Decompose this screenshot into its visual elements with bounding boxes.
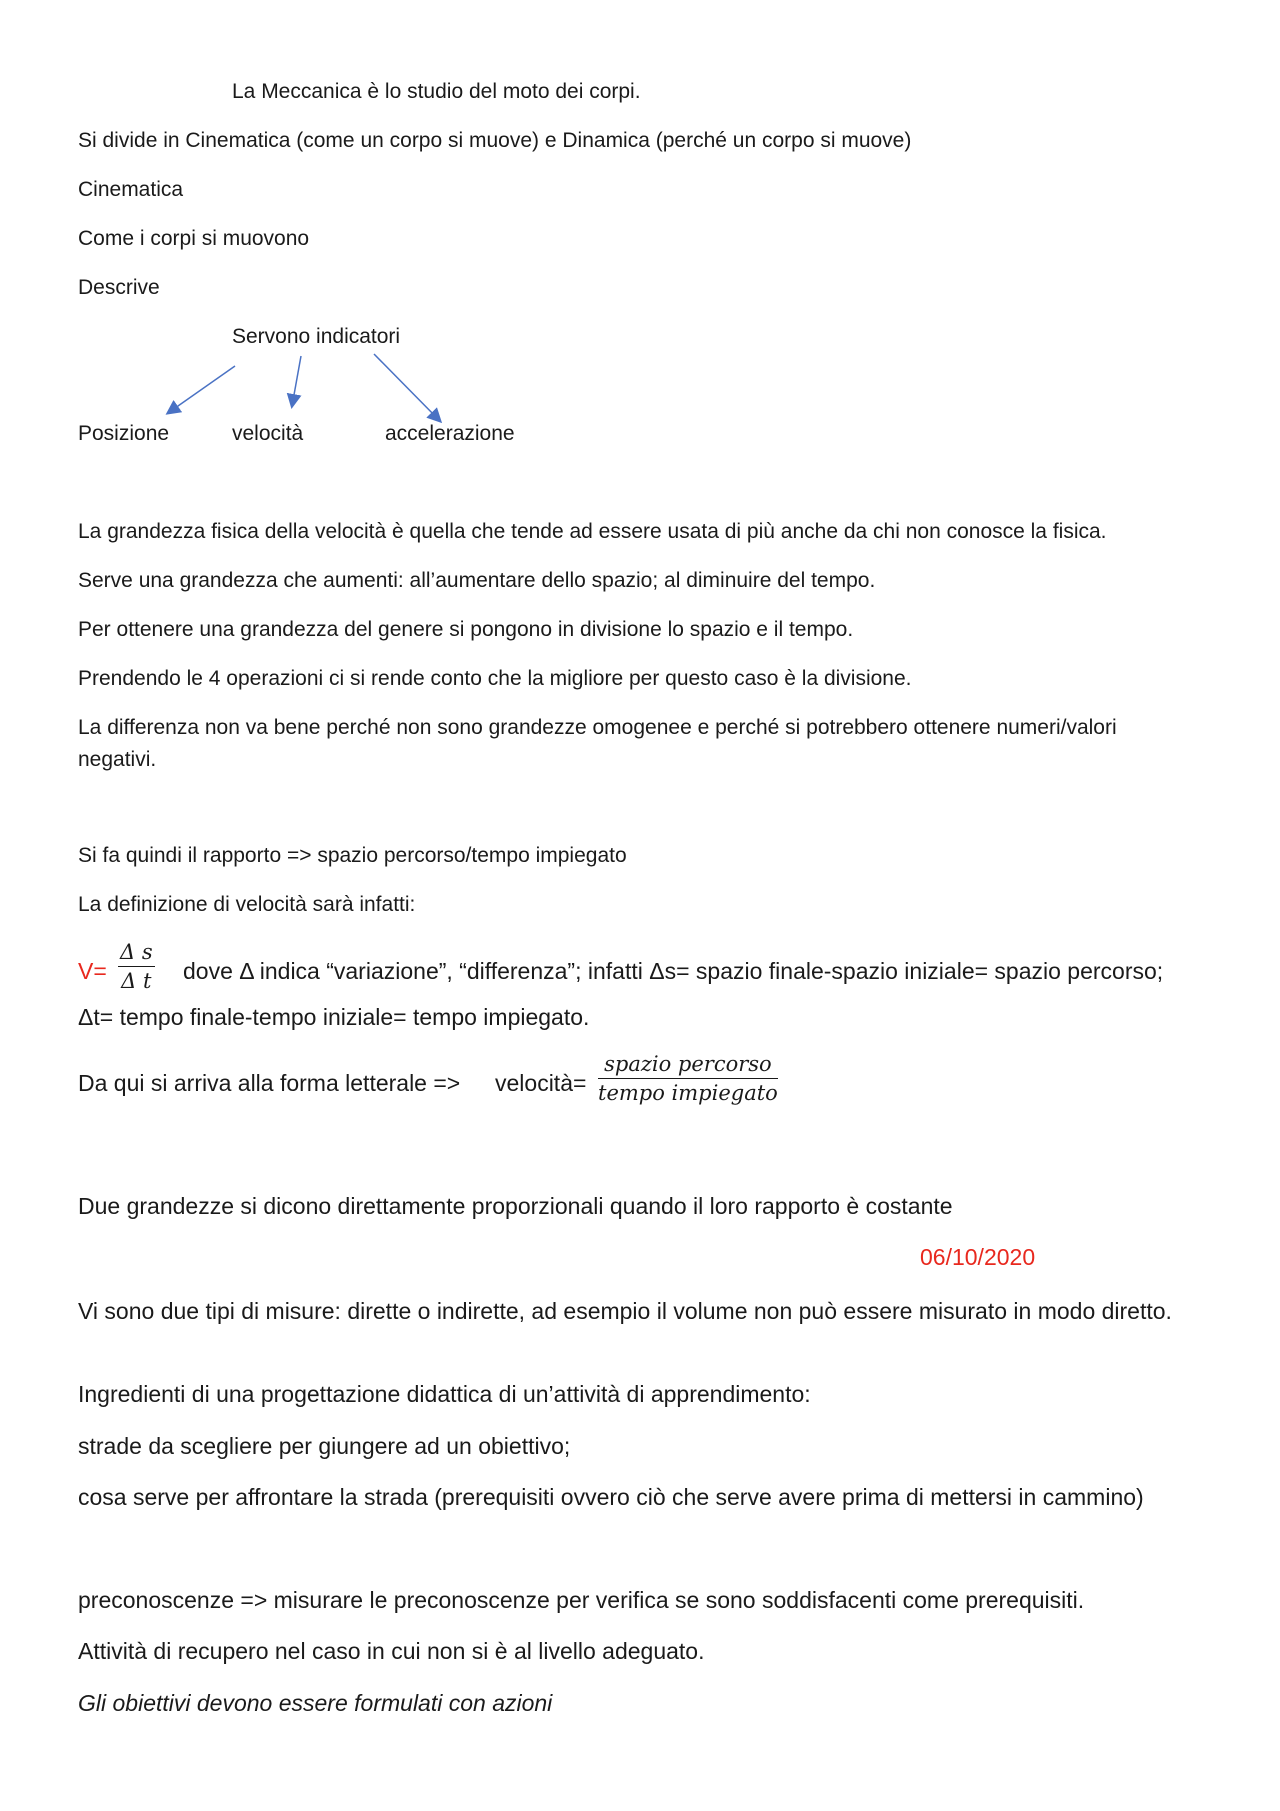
ingredienti-line: Ingredienti di una progettazione didattica di un’attività di apprendimento: [78,1381,811,1407]
fraction-numerator: Δ s [118,940,155,967]
arrow-to-velocita [292,356,301,406]
indicator-arrows [0,0,1280,480]
paragraph-4: Prendendo le 4 operazioni ci si rende conto che la migliore per questo caso è la divisione. [78,667,912,690]
date-stamp: 06/10/2020 [920,1244,1036,1270]
velocity-fraction [118,940,155,993]
descrive-line: Descrive [78,276,160,299]
forma-letterale-line: Da qui si arriva alla forma letterale => [78,1070,461,1096]
velocita-equals: velocità= [495,1070,587,1096]
literal-denominator: tempo impiegato [598,1081,778,1105]
proporzionali-line: Due grandezze si dicono direttamente proporzionali quando il loro rapporto è costante [78,1193,953,1219]
obiettivi-line: Gli obiettivi devono essere formulati con azioni [78,1690,553,1716]
misure-paragraph: Vi sono due tipi di misure: dirette o indirette, ad esempio il volume non può essere misurato in modo diretto. [78,1298,1172,1324]
title-line: La Meccanica è lo studio del moto dei corpi. [232,80,641,103]
literal-numerator: spazio percorso [598,1052,778,1079]
literal-fraction [598,1052,778,1105]
preconoscenze-line: preconoscenze => misurare le preconoscenze per verifica se sono soddisfacenti come prerequisiti. [78,1587,1085,1613]
recupero-line: Attività di recupero nel caso in cui non si è al livello adeguato. [78,1638,705,1664]
velocita-label: velocità [232,422,304,445]
paragraph-2: Serve una grandezza che aumenti: all’aumentare dello spazio; al diminuire del tempo. [78,569,876,592]
paragraph-5: La differenza non va bene perché non sono grandezze omogenee e perché si potrebbero ottenere numeri/valori negativi. [78,716,1117,771]
cosa-line: cosa serve per affrontare la strada (prerequisiti ovvero ciò che serve avere prima di mettersi in cammino) [78,1484,1144,1510]
paragraph-1: La grandezza fisica della velocità è quella che tende ad essere usata di più anche da chi non conosce la fisica. [78,520,1107,543]
paragraph-7: La definizione di velocità sarà infatti: [78,893,416,916]
divide-line: Si divide in Cinematica (come un corpo si muove) e Dinamica (perché un corpo si muove) [78,129,912,152]
paragraph-3: Per ottenere una grandezza del genere si pongono in divisione lo spazio e il tempo. [78,618,854,641]
posizione-label: Posizione [78,422,170,445]
v-equals: V= [78,958,107,984]
strade-line: strade da scegliere per giungere ad un obiettivo; [78,1433,571,1459]
arrow-to-posizione [168,366,235,413]
accelerazione-label: accelerazione [385,422,515,445]
servono-indicatori: Servono indicatori [232,325,401,348]
dove-line: dove Δ indica “variazione”, “differenza”; infatti Δs= spazio finale-spazio iniziale= spazio percorso; [183,958,1164,984]
fraction-denominator: Δ t [121,969,152,993]
come-line: Come i corpi si muovono [78,227,310,250]
cinematica-heading: Cinematica [78,178,184,201]
arrow-to-accelerazione [374,354,440,421]
paragraph-6: Si fa quindi il rapporto => spazio percorso/tempo impiegato [78,844,627,867]
delta-t-line: Δt= tempo finale-tempo iniziale= tempo impiegato. [78,1004,590,1030]
